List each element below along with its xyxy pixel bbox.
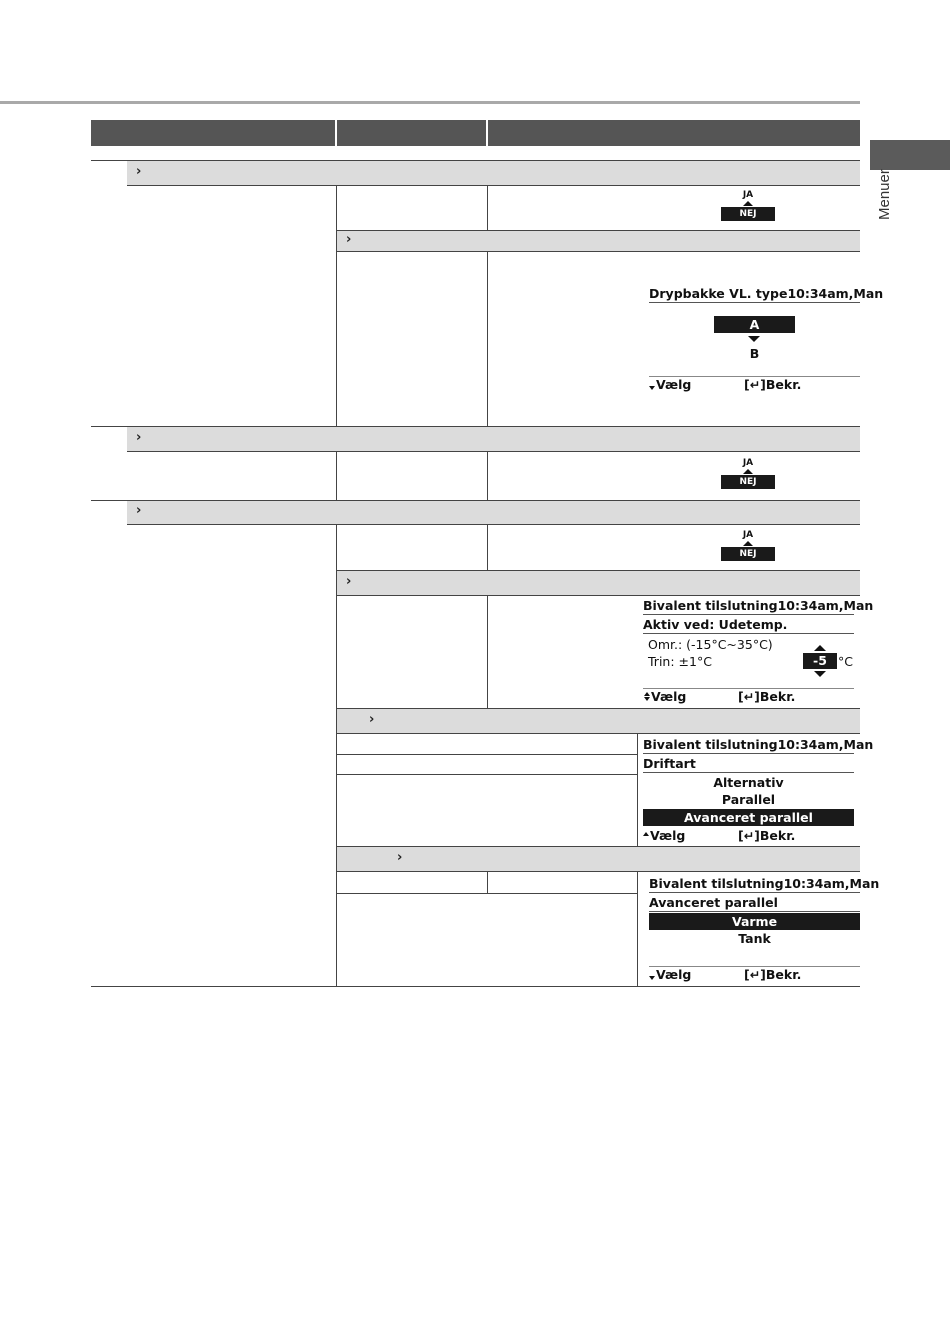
section-tab-label: Menuer	[876, 169, 893, 220]
drip-tray-screen	[649, 286, 884, 303]
col-divider	[336, 451, 337, 500]
confirm-hint: [↵]Bekr.	[744, 377, 802, 392]
table-header-col-2	[337, 120, 486, 146]
chevron-right-icon: ›	[136, 503, 142, 518]
col-divider	[637, 871, 638, 986]
ja-nej-selector[interactable]	[720, 530, 776, 561]
row-separator	[127, 524, 860, 525]
option-alternativ[interactable]: Alternativ	[713, 775, 784, 790]
menu-row-1[interactable]	[127, 161, 860, 185]
chevron-right-icon: ›	[369, 712, 375, 727]
option-tank[interactable]: Tank	[738, 931, 771, 946]
screen-subtitle: Driftart	[643, 754, 854, 773]
option-avanceret-parallel-selected[interactable]: Avanceret parallel	[643, 809, 854, 826]
bivalent-mode-screen	[643, 737, 874, 773]
select-hint: Vælg	[643, 828, 685, 843]
submenu-row-1-1[interactable]	[337, 231, 860, 251]
table-header-col-1	[91, 120, 335, 146]
select-hint: Vælg	[649, 377, 691, 392]
row-separator	[337, 754, 637, 755]
option-parallel[interactable]: Parallel	[721, 792, 776, 807]
select-hint: Vælg	[649, 967, 691, 982]
screen-title: Bivalent tilslutning	[643, 598, 778, 613]
top-rule	[0, 101, 860, 104]
screen-subtitle: Aktiv ved: Udetemp.	[643, 615, 854, 634]
temperature-unit: °C	[838, 654, 853, 669]
up-arrow-icon	[743, 469, 753, 474]
col-divider	[336, 185, 337, 426]
chevron-right-icon: ›	[346, 232, 352, 247]
ja-nej-selector[interactable]	[720, 190, 776, 221]
submenu-row-3-3[interactable]	[337, 847, 860, 871]
col-divider	[487, 251, 488, 426]
table-bottom-rule	[91, 986, 860, 987]
nej-option: NEJ	[721, 547, 775, 561]
screen-subtitle: Avanceret parallel	[649, 893, 860, 912]
down-arrow-icon	[649, 386, 655, 390]
select-hint: Vælg	[643, 689, 686, 704]
up-arrow-icon[interactable]	[814, 645, 826, 651]
confirm-hint: [↵]Bekr.	[738, 828, 796, 843]
row-separator	[337, 893, 637, 894]
up-arrow-icon	[743, 541, 753, 546]
down-arrow-icon	[649, 976, 655, 980]
step-text: Trin: ±1°C	[648, 654, 712, 669]
col-divider	[637, 733, 638, 846]
screen-time: 10:34am,Man	[777, 737, 874, 752]
row-separator	[337, 251, 860, 252]
col-divider	[487, 185, 488, 230]
ja-label: JA	[742, 458, 754, 468]
screen-title: Drypbakke VL. type	[649, 286, 788, 301]
nej-option: NEJ	[721, 207, 775, 221]
col-divider	[487, 871, 488, 893]
enter-icon: [↵]	[744, 967, 766, 982]
screen-title: Bivalent tilslutning	[649, 876, 784, 891]
chevron-right-icon: ›	[136, 430, 142, 445]
submenu-row-3-2[interactable]	[337, 709, 860, 733]
enter-icon: [↵]	[738, 828, 760, 843]
ja-label: JA	[742, 190, 754, 200]
row-separator	[337, 871, 860, 872]
col-divider	[487, 451, 488, 500]
enter-icon: [↵]	[738, 689, 760, 704]
row-separator	[127, 451, 860, 452]
col-divider	[487, 595, 488, 708]
temperature-value[interactable]: -5	[803, 653, 837, 669]
ja-nej-selector[interactable]	[720, 458, 776, 489]
row-separator	[337, 774, 637, 775]
option-b[interactable]: B	[749, 346, 760, 361]
nej-option: NEJ	[721, 475, 775, 489]
chevron-right-icon: ›	[136, 164, 142, 179]
row-separator	[337, 733, 860, 734]
enter-icon: [↵]	[744, 377, 766, 392]
screen-time: 10:34am,Man	[783, 876, 880, 891]
down-arrow-icon	[748, 336, 760, 342]
screen-title: Bivalent tilslutning	[643, 737, 778, 752]
bivalent-advanced-screen	[649, 876, 880, 912]
chevron-right-icon: ›	[397, 850, 403, 865]
menu-row-3[interactable]	[127, 501, 860, 524]
option-a-selected[interactable]: A	[714, 316, 795, 333]
down-arrow-icon[interactable]	[814, 671, 826, 677]
confirm-hint: [↵]Bekr.	[744, 967, 802, 982]
menu-row-2[interactable]	[127, 427, 860, 451]
col-divider	[487, 524, 488, 570]
option-varme-selected[interactable]: Varme	[649, 913, 860, 930]
screen-time: 10:34am,Man	[787, 286, 884, 301]
table-header-col-3	[488, 120, 860, 146]
bivalent-temp-screen	[643, 598, 874, 634]
submenu-row-3-1[interactable]	[337, 571, 860, 595]
up-arrow-icon	[643, 832, 649, 836]
up-arrow-icon	[743, 201, 753, 206]
row-separator	[337, 595, 860, 596]
range-text: Omr.: (-15°C~35°C)	[648, 637, 773, 652]
screen-time: 10:34am,Man	[777, 598, 874, 613]
confirm-hint: [↵]Bekr.	[738, 689, 796, 704]
ja-label: JA	[742, 530, 754, 540]
section-tab-marker	[870, 140, 950, 170]
chevron-right-icon: ›	[346, 574, 352, 589]
up-down-arrow-icon	[643, 692, 651, 702]
row-separator	[127, 185, 860, 186]
